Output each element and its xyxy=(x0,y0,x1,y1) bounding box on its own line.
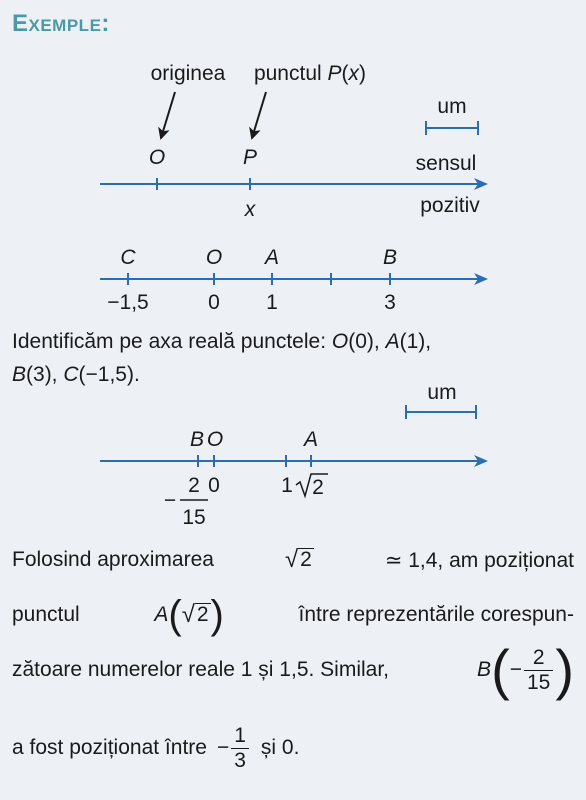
para1-A: A xyxy=(385,330,400,353)
point-B: B xyxy=(189,428,205,451)
minus-sign: − xyxy=(216,736,230,759)
tick-frac-num: 2 xyxy=(188,474,200,497)
point-label xyxy=(254,62,366,85)
point-label-paren: ( xyxy=(341,62,349,85)
frac2-num: 1 xyxy=(234,723,246,747)
point-O: O xyxy=(148,146,166,169)
para1-C: C xyxy=(63,363,79,386)
para2-line4-a: a fost poziționat între xyxy=(12,736,207,759)
point-pointer-arrow xyxy=(252,92,266,138)
para1-C-val: (−1,5). xyxy=(78,363,140,386)
tick-x-label: x xyxy=(244,198,256,221)
origin-label: originea xyxy=(150,62,226,85)
tick-zero-label: 0 xyxy=(208,474,220,497)
minus-sign: − xyxy=(509,658,522,681)
para2-A: A xyxy=(154,603,169,626)
para2-line3 xyxy=(12,636,574,704)
para1-text: Identificăm pe axa reală punctele: xyxy=(12,330,332,353)
point-O: O xyxy=(205,246,223,269)
tick-minus-sign: − xyxy=(163,489,177,512)
direction-label-1: sensul xyxy=(415,152,477,175)
paragraph-1 xyxy=(12,325,574,391)
sqrt-arg: 2 xyxy=(196,603,209,626)
para1-B-val: (3), xyxy=(26,363,64,386)
point-label-close: ) xyxy=(359,62,367,85)
unit-label: um xyxy=(437,95,467,118)
point-C: C xyxy=(120,246,136,269)
point-A: A xyxy=(303,428,319,451)
paren-close: ) xyxy=(210,593,224,637)
tick-label-C: −1,5 xyxy=(107,291,149,314)
tick-frac-den: 15 xyxy=(182,506,206,529)
para2-B-expr xyxy=(477,638,574,701)
paren-open: ( xyxy=(491,638,510,701)
point-A: A xyxy=(264,246,280,269)
para1-O-val: (0), xyxy=(348,330,386,353)
sqrt-symbol: √ 2 xyxy=(284,546,312,573)
fraction xyxy=(524,646,553,695)
point-label-P: P xyxy=(327,62,342,85)
para2-A-expr xyxy=(154,595,224,635)
sqrt-arg: 2 xyxy=(300,548,312,571)
section-heading: Exemple: xyxy=(12,10,110,37)
axis-3 xyxy=(100,381,486,529)
origin-pointer-arrow xyxy=(161,92,175,138)
tick-label-O: 0 xyxy=(208,291,220,314)
point-P: P xyxy=(242,146,258,169)
point-label-prefix: punctul xyxy=(253,62,328,85)
point-O: O xyxy=(206,428,224,451)
para1-A-val: (1), xyxy=(399,330,432,353)
para2-line4-b: și 0. xyxy=(260,736,300,759)
tick-label-B: 3 xyxy=(384,291,396,314)
frac-den: 15 xyxy=(524,670,553,695)
para2-line1-b: ≃ 1,4, am poziționat xyxy=(384,548,574,572)
tick-sqrt-arg: 2 xyxy=(312,476,324,499)
para2-line4 xyxy=(12,716,574,780)
para2-B: B xyxy=(477,658,492,681)
paren-open: ( xyxy=(168,593,182,637)
frac2-den: 3 xyxy=(231,748,249,773)
paren-close: ) xyxy=(555,638,574,701)
sqrt-symbol: √ 2 xyxy=(181,601,209,628)
para2-line2-b: între reprezentările corespun- xyxy=(298,603,574,626)
point-B: B xyxy=(382,246,398,269)
axis-2 xyxy=(100,246,486,314)
direction-label-2: pozitiv xyxy=(420,194,480,217)
para2-line1 xyxy=(12,530,574,590)
tick-one-label: 1 xyxy=(281,474,293,497)
point-label-x: x xyxy=(348,62,360,85)
para2-line1-a: Folosind aproximarea xyxy=(12,548,214,571)
unit-label: um xyxy=(427,381,457,404)
para2-line2-a: punctul xyxy=(12,603,80,626)
para2-line3-a: zătoare numerelor reale 1 și 1,5. Similar, xyxy=(12,658,390,681)
para1-O: O xyxy=(331,330,349,353)
para2-sqrt-expr xyxy=(285,548,314,572)
fraction-2 xyxy=(231,724,249,773)
para1-B: B xyxy=(12,363,27,386)
axis-1 xyxy=(100,62,486,221)
tick-label-A: 1 xyxy=(266,291,278,314)
frac-num: 2 xyxy=(532,645,545,669)
